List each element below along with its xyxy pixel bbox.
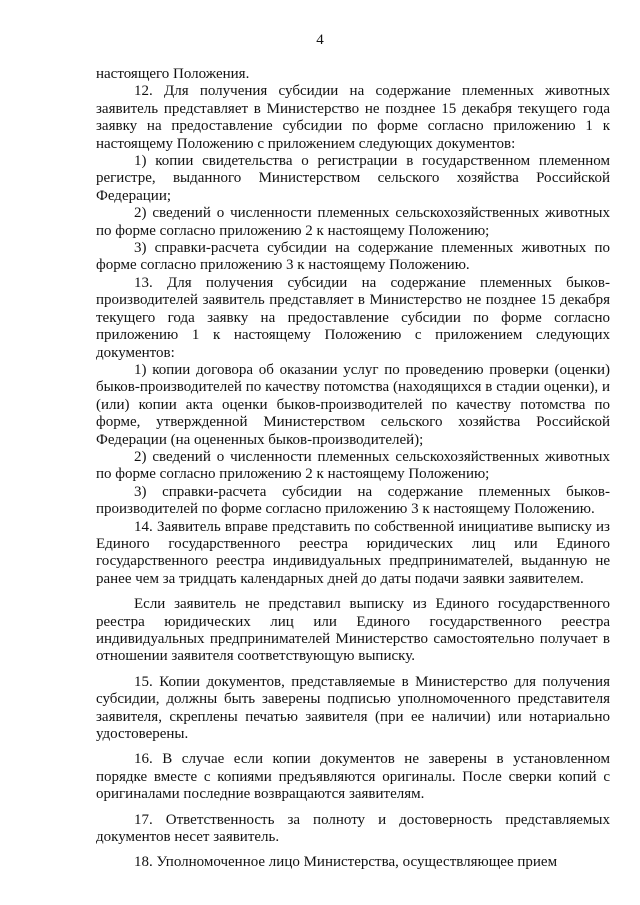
page-number: 4 bbox=[316, 32, 324, 48]
paragraph-15: 15. Копии документов, представляемые в Министерство для получения субсидии, должны быть заверены подписью уполномоченного представителя заявителя, скреплены печатью заявителя (при ее наличии) или нотариально удостоверены. bbox=[96, 673, 610, 743]
paragraph-13-item-1: 1) копии договора об оказании услуг по проведению проверки (оценки) быков-производителей по качеству потомства (находящихся в стадии оценки), и (или) копии акта оценки быков-производителей по качеству потомства по форме, утвержденной Министерством сельского хозяйства Российской Федерации (на оцененных быков-производителей); bbox=[96, 361, 610, 448]
paragraph-16: 16. В случае если копии документов не заверены в установленном порядке вместе с копиями предъявляются оригиналы. После сверки копий с оригиналами последние возвращаются заявителям. bbox=[96, 751, 610, 803]
paragraph-14-note: Если заявитель не представил выписку из Единого государственного реестра юридических лиц или Единого государственного реестра индивидуальных предпринимателей Министерство самостоятельно получает в отношении заявителя соответствующую выписку. bbox=[96, 596, 610, 665]
paragraph-12: 12. Для получения субсидии на содержание племенных животных заявитель представляет в Министерство не позднее 15 декабря текущего года заявку на предоставление субсидии по форме согласно приложению 1 к настоящему Положению с приложением следующих документов: bbox=[96, 83, 610, 152]
document-body bbox=[96, 66, 610, 872]
paragraph-13: 13. Для получения субсидии на содержание племенных быков-производителей заявитель представляет в Министерство не позднее 15 декабря текущего года заявку на предоставление субсидии по форме согласно приложению 1 к настоящему Положению с приложением следующих документов: bbox=[96, 274, 610, 361]
paragraph-12-item-2: 2) сведений о численности племенных сельскохозяйственных животных по форме согласно приложению 2 к настоящему Положению; bbox=[96, 205, 610, 239]
paragraph-continuation: настоящего Положения. bbox=[96, 66, 250, 82]
paragraph-13-item-3: 3) справки-расчета субсидии на содержание племенных быков-производителей по форме согласно приложению 3 к настоящему Положению. bbox=[96, 483, 610, 518]
paragraph-12-item-1: 1) копии свидетельства о регистрации в государственном племенном регистре, выданного Министерством сельского хозяйства Российской Федерации; bbox=[96, 153, 610, 204]
paragraph-12-item-3: 3) справки-расчета субсидии на содержание племенных животных по форме согласно приложению 3 к настоящему Положению. bbox=[96, 240, 610, 274]
paragraph-14: 14. Заявитель вправе представить по собственной инициативе выписку из Единого государственного реестра юридических лиц или Единого государственного реестра индивидуальных предпринимателей, выданную не ранее чем за тридцать календарных дней до даты подачи заявки заявителем. bbox=[96, 518, 610, 587]
paragraph-18: 18. Уполномоченное лицо Министерства, осуществляющее прием bbox=[134, 854, 558, 871]
paragraph-17: 17. Ответственность за полноту и достоверность представляемых документов несет заявитель. bbox=[96, 811, 610, 846]
paragraph-13-item-2: 2) сведений о численности племенных сельскохозяйственных животных по форме согласно приложению 2 к настоящему Положению; bbox=[96, 448, 610, 483]
